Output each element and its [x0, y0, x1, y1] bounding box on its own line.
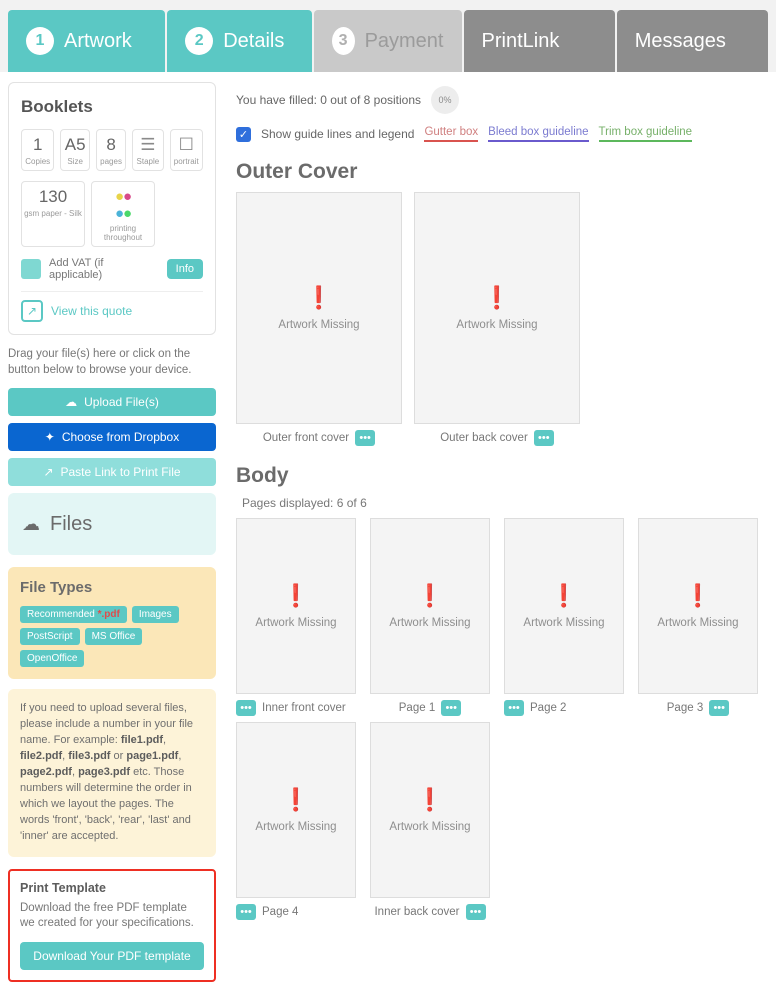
outer-back-cover-caption: Outer back cover [440, 432, 528, 444]
file-types-panel [8, 567, 216, 679]
vat-info-button[interactable]: Info [167, 259, 203, 279]
tab-printlink-label: PrintLink [481, 29, 560, 52]
page-2-caption: Page 2 [530, 702, 567, 714]
outer-back-cover-status: Artwork Missing [456, 319, 538, 331]
warning-icon: ❗ [550, 583, 578, 608]
inner-back-cover-caption: Inner back cover [374, 906, 460, 918]
upload-files-button[interactable] [8, 388, 216, 416]
spec-copies-label: Copies [25, 156, 51, 166]
file-types-chips [20, 606, 204, 667]
page-3-slot [638, 518, 758, 716]
warning-icon: ❗ [483, 285, 511, 310]
paste-link-label: Paste Link to Print File [60, 465, 181, 480]
outer-front-cover-status: Artwork Missing [278, 319, 360, 331]
choose-from-dropbox-button[interactable] [8, 423, 216, 451]
spec-printing-label: printing throughout [103, 223, 143, 243]
vat-checkbox[interactable] [21, 259, 41, 279]
fill-status-text: You have filled: 0 out of 8 positions [236, 93, 422, 107]
inner-front-cover-menu-button[interactable]: ••• [236, 700, 256, 716]
page-body [0, 72, 776, 984]
guide-legend-row [236, 126, 768, 142]
dropbox-icon: ✦ [44, 430, 55, 445]
drag-drop-instructions: Drag your file(s) here or click on the button below to browse your device. [8, 348, 192, 376]
spec-pages-label: pages [100, 156, 122, 166]
pages-displayed-text: Pages displayed: 6 of 6 [242, 496, 367, 510]
upload-files-label: Upload File(s) [84, 395, 159, 410]
outer-front-cover-slot [236, 192, 402, 446]
inner-front-cover-thumb[interactable] [236, 518, 356, 694]
tab-messages-label: Messages [634, 29, 726, 52]
outer-front-cover-caption-row [236, 430, 402, 446]
tab-details[interactable] [167, 10, 311, 72]
outer-front-cover-thumb[interactable] [236, 192, 402, 424]
inner-front-cover-slot [236, 518, 356, 716]
spec-paper-value: 130 [38, 186, 68, 206]
tab-artwork[interactable] [8, 10, 165, 72]
legend-gutter-box: Gutter box [424, 126, 478, 142]
outer-back-cover-slot [414, 192, 580, 446]
inner-front-cover-caption: Inner front cover [262, 702, 346, 714]
page-2-thumb[interactable] [504, 518, 624, 694]
wizard-tabs [0, 0, 776, 72]
page-3-status: Artwork Missing [657, 617, 739, 629]
main-content [226, 82, 768, 984]
spec-printing [91, 181, 155, 247]
spec-size-label: Size [67, 156, 83, 166]
spec-size [60, 129, 89, 171]
warning-icon: ❗ [416, 787, 444, 812]
page-1-slot [370, 518, 490, 716]
outer-back-cover-thumb[interactable] [414, 192, 580, 424]
page-2-caption-row [504, 700, 624, 716]
download-template-button[interactable]: Download Your PDF template [20, 942, 204, 970]
warning-icon: ❗ [416, 583, 444, 608]
page-4-slot [236, 722, 356, 920]
chip-recommended[interactable] [20, 606, 127, 623]
cloud-upload-icon: ☁ [65, 395, 78, 410]
tab-details-label: Details [223, 29, 285, 52]
spec-paper [21, 181, 85, 247]
page-2-status: Artwork Missing [523, 617, 605, 629]
page-1-thumb[interactable] [370, 518, 490, 694]
outer-back-cover-caption-row [414, 430, 580, 446]
outer-cover-thumbnails [236, 192, 768, 446]
print-template-description: Download the free PDF template we created for your specifications. [20, 901, 194, 930]
chip-postscript[interactable]: PostScript [20, 628, 80, 645]
view-quote-link[interactable]: View this quote [51, 304, 133, 319]
spec-copies [21, 129, 54, 171]
tab-payment[interactable] [314, 10, 462, 72]
inner-back-cover-caption-row [370, 904, 490, 920]
inner-back-cover-slot [370, 722, 490, 920]
spec-staple [132, 129, 163, 171]
inner-front-cover-status: Artwork Missing [255, 617, 337, 629]
choose-from-dropbox-label: Choose from Dropbox [61, 430, 180, 445]
files-dropzone[interactable] [8, 493, 216, 555]
tab-details-number: 2 [185, 27, 213, 55]
inner-front-cover-caption-row [236, 700, 356, 716]
spec-copies-value: 1 [33, 135, 43, 154]
legend-trim-box: Trim box guideline [599, 126, 693, 142]
fill-progress-badge: 0% [431, 86, 459, 114]
page-1-caption: Page 1 [398, 702, 436, 714]
outer-front-cover-caption: Outer front cover [262, 432, 350, 444]
tab-printlink[interactable] [464, 10, 615, 72]
inner-back-cover-thumb[interactable] [370, 722, 490, 898]
body-thumbnails-row-1 [236, 518, 768, 716]
tab-payment-label: Payment [364, 29, 444, 52]
warning-icon: ❗ [282, 787, 310, 812]
outer-cover-heading: Outer Cover [236, 160, 358, 183]
spec-staple-label: Staple [136, 156, 160, 166]
show-guides-label: Show guide lines and legend [261, 127, 415, 141]
page-1-status: Artwork Missing [389, 617, 471, 629]
outer-back-cover-menu-button[interactable]: ••• [534, 430, 554, 446]
page-3-menu-button[interactable]: ••• [709, 700, 729, 716]
chip-ms-office[interactable]: MS Office [85, 628, 143, 645]
page-1-caption-row [370, 700, 490, 716]
page-3-thumb[interactable] [638, 518, 758, 694]
vat-row [21, 257, 203, 281]
body-heading: Body [236, 464, 289, 487]
page-4-caption-row [236, 904, 356, 920]
portrait-icon: ☐ [178, 135, 194, 154]
spec-size-value: A5 [64, 135, 86, 154]
chip-recommended-label: Recommended [27, 609, 95, 621]
page-3-caption: Page 3 [666, 702, 704, 714]
inner-back-cover-menu-button[interactable]: ••• [466, 904, 486, 920]
chip-images[interactable]: Images [132, 606, 179, 623]
spec-pages [96, 129, 126, 171]
legend-bleed-box: Bleed box guideline [488, 126, 588, 142]
show-guides-checkbox[interactable]: ✓ [236, 127, 251, 142]
chip-openoffice[interactable]: OpenOffice [20, 650, 84, 667]
paste-link-button[interactable] [8, 458, 216, 486]
outer-front-cover-menu-button[interactable]: ••• [355, 430, 375, 446]
print-template-title: Print Template [20, 880, 106, 895]
spec-pages-value: 8 [106, 135, 116, 154]
spec-orientation [170, 129, 203, 171]
page-2-slot [504, 518, 624, 716]
spec-orientation-label: portrait [173, 156, 199, 166]
files-title: Files [50, 512, 93, 535]
tab-payment-number: 3 [332, 27, 355, 55]
page-2-menu-button[interactable]: ••• [504, 700, 524, 716]
warning-icon: ❗ [305, 285, 333, 310]
page-4-thumb[interactable] [236, 722, 356, 898]
tab-artwork-label: Artwork [64, 29, 132, 52]
page-3-caption-row [638, 700, 758, 716]
page-1-menu-button[interactable]: ••• [441, 700, 461, 716]
cloud-icon: ☁ [22, 513, 40, 534]
tab-messages[interactable] [617, 10, 768, 72]
page-4-status: Artwork Missing [255, 821, 337, 833]
fill-status-row [236, 86, 768, 114]
warning-icon: ❗ [282, 583, 310, 608]
color-dots-icon: ●● ●● [114, 187, 132, 222]
spec-row-1 [21, 129, 203, 171]
spec-row-2 [21, 181, 203, 247]
print-template-panel [8, 869, 216, 982]
page-4-menu-button[interactable]: ••• [236, 904, 256, 920]
staple-icon: ☰ [140, 135, 156, 154]
view-quote-row[interactable] [21, 291, 203, 322]
chip-recommended-suffix: *.pdf [97, 609, 120, 621]
warning-icon: ❗ [684, 583, 712, 608]
product-summary-panel [8, 82, 216, 335]
external-link-icon: ↗ [21, 300, 43, 322]
body-thumbnails-row-2 [236, 722, 768, 920]
inner-back-cover-status: Artwork Missing [389, 821, 471, 833]
file-naming-note: If you need to upload several files, please include a number in your file name. For example: file1.pdf, file2.pdf, file3.pdf or page1.pdf, page2.pdf, page3.pdf etc. Those numbers will determine the order in which we layout the pages. The words 'front', 'back', 'rear', 'last' and 'inner' are accepted. [8, 689, 216, 856]
product-title: Booklets [21, 97, 93, 116]
file-types-title: File Types [20, 579, 93, 597]
tab-artwork-number: 1 [26, 27, 54, 55]
vat-label: Add VAT (if applicable) [49, 257, 104, 282]
page-4-caption: Page 4 [262, 906, 299, 918]
link-icon: ↗ [43, 465, 54, 480]
spec-paper-label: gsm paper - Silk [24, 208, 82, 218]
sidebar [8, 82, 216, 984]
